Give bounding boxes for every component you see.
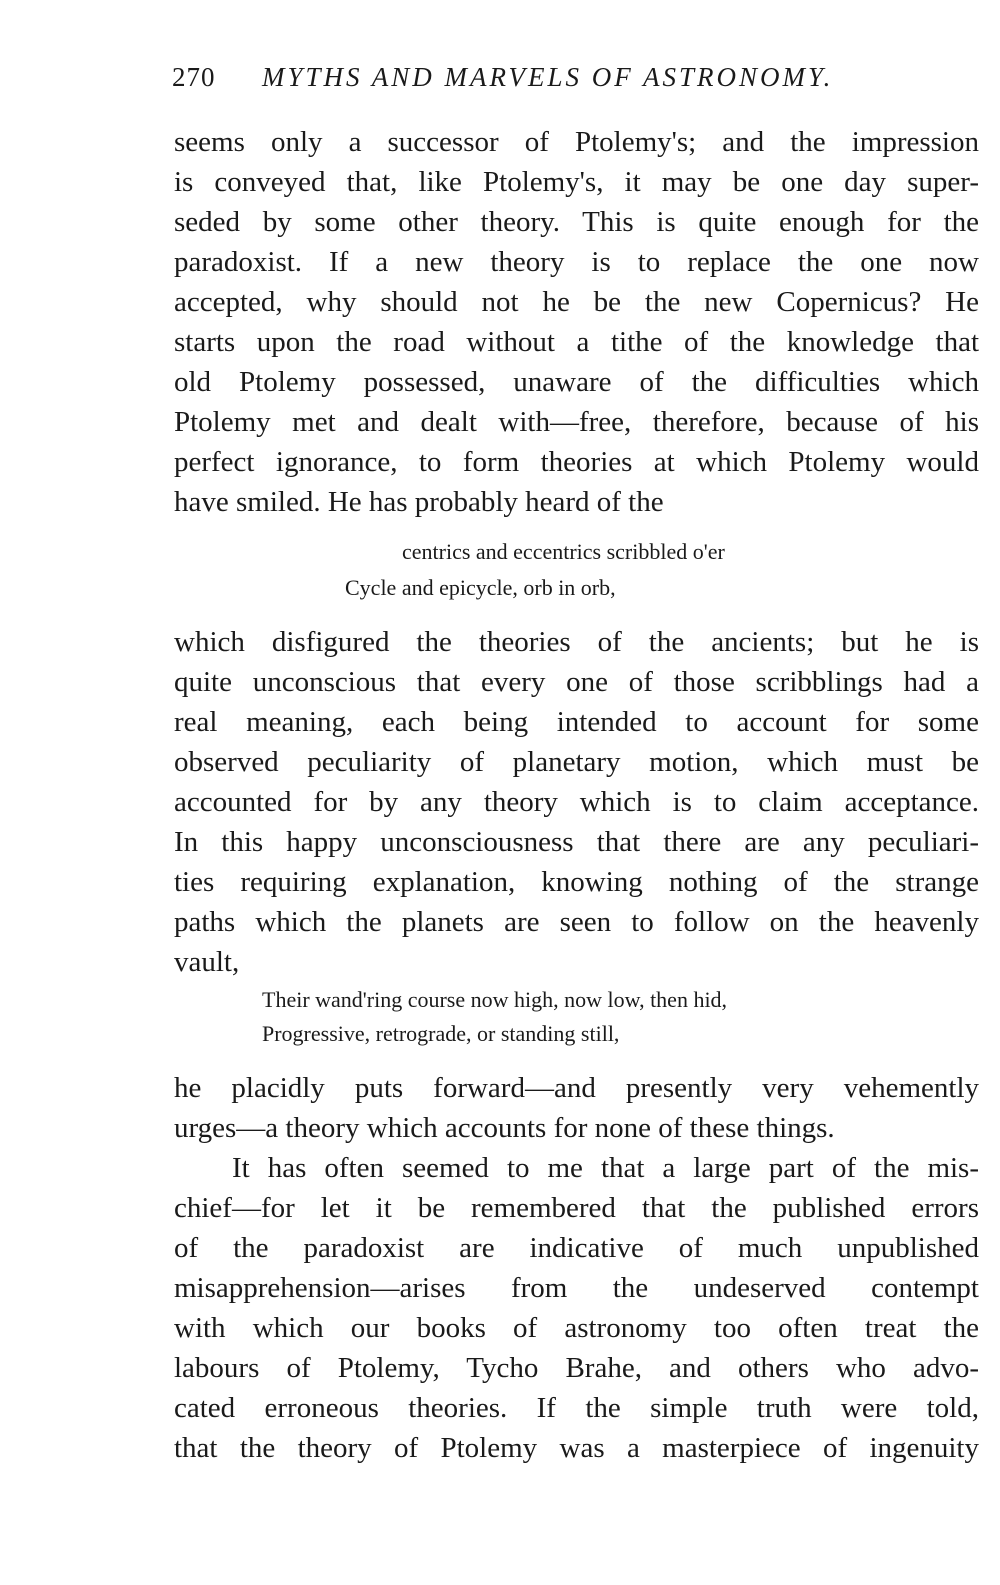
page-number: 270 xyxy=(172,62,216,92)
text-line: perfect ignorance, to form theories at which Ptolemy would xyxy=(174,446,979,478)
verse-line: Progressive, retrograde, or standing still, xyxy=(262,1021,620,1046)
text-line: observed peculiarity of planetary motion, which must be xyxy=(174,746,979,778)
text-line: accounted for by any theory which is to claim acceptance. xyxy=(174,786,979,818)
text-line: paradoxist. If a new theory is to replace the one now xyxy=(174,246,979,278)
text-line: chief—for let it be remembered that the published errors xyxy=(174,1192,979,1224)
text-line: is conveyed that, like Ptolemy's, it may be one day super- xyxy=(174,166,979,198)
running-title: MYTHS AND MARVELS OF ASTRONOMY. xyxy=(262,62,834,92)
verse-line: centrics and eccentrics scribbled o'er xyxy=(402,539,725,564)
verse-line: Cycle and epicycle, orb in orb, xyxy=(345,575,616,600)
text-line: paths which the planets are seen to follow on the heavenly xyxy=(174,906,979,938)
text-line: he placidly puts forward—and presently very vehemently xyxy=(174,1072,979,1104)
text-line: In this happy unconsciousness that there are any peculiari- xyxy=(174,826,979,858)
text-line: that the theory of Ptolemy was a masterpiece of ingenuity xyxy=(174,1432,979,1464)
text-line: with which our books of astronomy too often treat the xyxy=(174,1312,979,1344)
text-line: Ptolemy met and dealt with—free, therefore, because of his xyxy=(174,406,979,438)
text-line: old Ptolemy possessed, unaware of the difficulties which xyxy=(174,366,979,398)
text-line: real meaning, each being intended to account for some xyxy=(174,706,979,738)
text-line: cated erroneous theories. If the simple truth were told, xyxy=(174,1392,979,1424)
text-line: accepted, why should not he be the new Copernicus? He xyxy=(174,286,979,318)
text-line: seded by some other theory. This is quite enough for the xyxy=(174,206,979,238)
text-line: ties requiring explanation, knowing nothing of the strange xyxy=(174,866,979,898)
text-line: which disfigured the theories of the ancients; but he is xyxy=(174,626,979,658)
text-line: starts upon the road without a tithe of the knowledge that xyxy=(174,326,979,358)
verse-line: Their wand'ring course now high, now low, then hid, xyxy=(262,987,728,1012)
page-header xyxy=(172,62,982,102)
text-line: misapprehension—arises from the undeserved contempt xyxy=(174,1272,979,1304)
text-line: urges—a theory which accounts for none of these things. xyxy=(174,1112,835,1144)
text-line: seems only a successor of Ptolemy's; and the impression xyxy=(174,126,979,158)
text-line: It has often seemed to me that a large part of the mis- xyxy=(232,1152,979,1184)
text-line: labours of Ptolemy, Tycho Brahe, and others who advo- xyxy=(174,1352,979,1384)
text-line: vault, xyxy=(174,946,240,978)
text-line: have smiled. He has probably heard of the xyxy=(174,486,664,518)
text-line: quite unconscious that every one of those scribblings had a xyxy=(174,666,979,698)
text-line: of the paradoxist are indicative of much unpublished xyxy=(174,1232,979,1264)
